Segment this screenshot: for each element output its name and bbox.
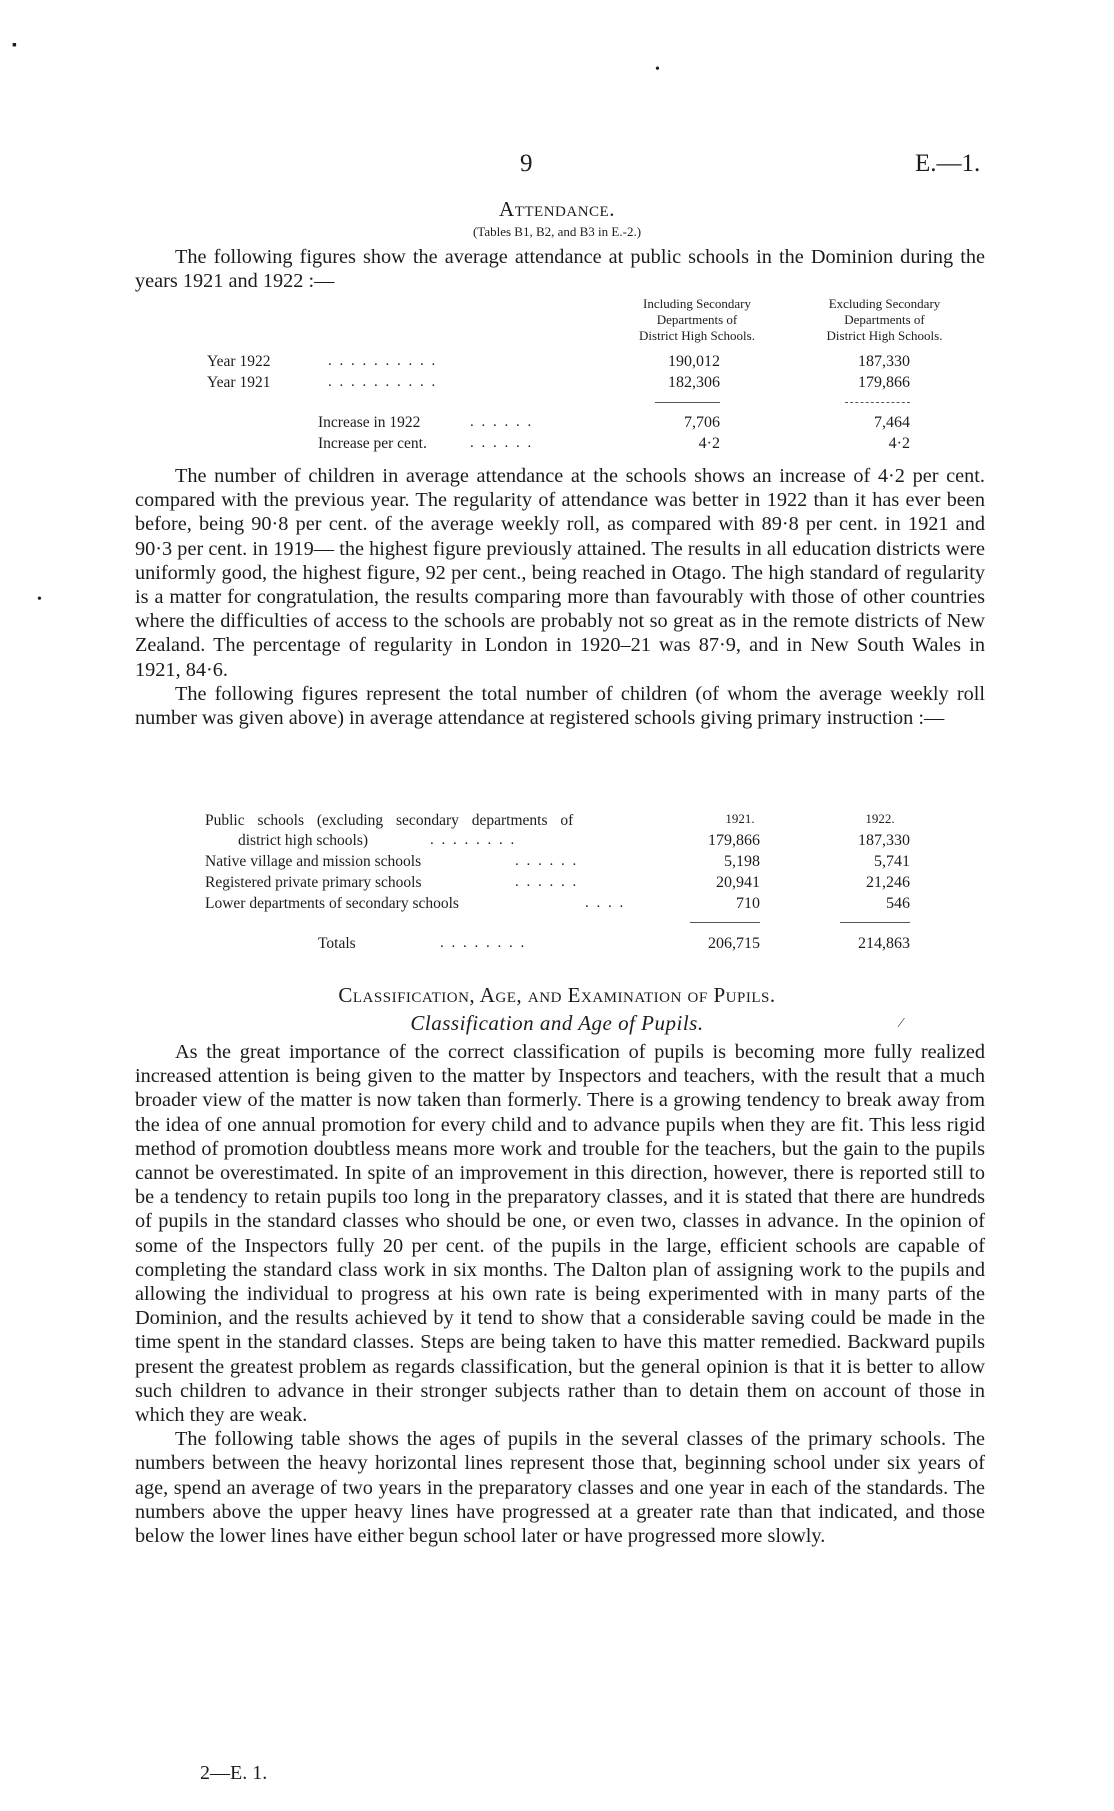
table2-row-value2: 546 <box>886 895 910 912</box>
signature-mark: 2—E. 1. <box>200 1762 268 1784</box>
scan-speck: • <box>37 592 42 607</box>
table2-row-value1: 5,198 <box>724 853 760 870</box>
table2-row-value2: 5,741 <box>874 853 910 870</box>
table1-row-value2: 187,330 <box>858 353 910 370</box>
table2-row-value2: 21,246 <box>866 874 910 891</box>
table1-col2-header: Excluding Secondary Departments of District High Schools. <box>826 296 943 343</box>
table1-increase-value2: 4·2 <box>888 435 910 452</box>
table2-total-1922: 214,863 <box>858 935 910 952</box>
table1-increase-dots: . . . . . . <box>470 435 534 451</box>
table2-sum-rule <box>690 922 760 923</box>
table2-row-value2: 187,330 <box>858 832 910 849</box>
table2-col2-header: 1922. <box>865 811 895 826</box>
pencil-tick-mark: ⁄ <box>900 1016 903 1031</box>
table2-totals-dots: . . . . . . . . <box>440 935 527 951</box>
table2-row-dots: . . . . . . <box>515 853 579 869</box>
table1-row-value2: 179,866 <box>858 374 910 391</box>
attendance-paragraph-2: The following figures represent the total number of children (of whom the average weekly roll number was given above) in average attendance at registered schools giving primary instruction :— <box>135 682 985 730</box>
table1-col1-header: Including Secondary Departments of District High Schools. <box>639 296 755 343</box>
tables-reference: (Tables B1, B2, and B3 in E.-2.) <box>472 224 642 239</box>
table1-row-dots: . . . . . . . . . . <box>328 353 438 369</box>
subsection-title-classification-age: Classification and Age of Pupils. <box>410 1011 704 1035</box>
attendance-paragraph-1: The number of children in average attendance at the schools shows an increase of 4·2 per cent. compared with the previous year. The regularity of attendance was better in 1922 than it has ever been before, being 90·8 per cent. of the average weekly roll, as compared with 89·8 per cent. in 1921 and 90·3 per cent. in 1919— the highest figure previously attained. The results in all education districts were uniformly good, the highest figure, 92 per cent., being reached in Otago. The high standard of regularity is a matter for congratulation, the results comparing more than favourably with those of other countries where the difficulties of access to the schools are probably not so great as in the remote districts of New Zealand. The percentage of regularity in London in 1920–21 was 87·9, and in New South Wales in 1921, 84·6. <box>135 465 985 681</box>
section-title-attendance: Attendance. <box>499 197 615 221</box>
table1-sum-rule <box>845 402 910 403</box>
document-reference: E.—1. <box>915 150 981 177</box>
table1-row-label: Year 1922 <box>207 353 271 370</box>
table1-sum-rule <box>655 402 720 403</box>
intro-paragraph: The following figures show the average attendance at public schools in the Dominion during the years 1921 and 1922 :— <box>135 246 985 293</box>
table2-row-dots: . . . . <box>585 895 626 911</box>
classification-paragraph-2: The following table shows the ages of pupils in the several classes of the primary schools. The numbers between the heavy horizontal lines represent those that, beginning school under six years of age, spend an average of two years in the preparatory classes and one year in each of the standards. The numbers above the upper heavy lines have progressed at a greater rate than that indicated, and those below the lower lines have either begun school later or have progressed more slowly. <box>135 1428 985 1548</box>
table1-row-dots: . . . . . . . . . . <box>328 374 438 390</box>
attendance-intro <box>135 245 985 293</box>
table2-row-label: Public schools (excluding secondary departments of <box>205 812 574 829</box>
section-title-classification: Classification, Age, and Examination of Pupils. <box>338 983 776 1007</box>
table1-increase-value2: 7,464 <box>874 414 910 431</box>
classification-paragraph-1: As the great importance of the correct classification of pupils is becoming more fully realized increased attention is being given to the matter by Inspectors and teachers, with the result that a much broader view of the matter is now taken than formerly. There is a growing tendency to break away from the idea of one annual promotion for every child and to advance pupils when they are fit. This less rigid method of promotion doubtless means more work and trouble for the teachers, but the gain to the pupils cannot be overestimated. In spite of an improvement in this direction, however, there is reported still to be a tendency to retain pupils too long in the preparatory classes, and it is stated that there are hundreds of pupils in the standard classes who should be one, or even two, classes in advance. In the opinion of some of the Inspectors fully 20 per cent. of the pupils in the large, efficient schools are capable of completing the standard class work in six months. The Dalton plan of assigning work to the pupils and allowing the individual to progress at his own rate is being experimented with in many parts of the Dominion, and the results achieved by it tend to show that a considerable saving could be made in the time spent in the standard classes. Steps are being taken to have this matter remedied. Backward pupils present the greatest problem as regards classification, but the general opinion is that it is better to allow such children to advance in their stronger subjects rather than to detain them on account of those in which they are weak. <box>135 1041 985 1427</box>
scan-speck: • <box>655 62 660 77</box>
table1-increase-value1: 7,706 <box>684 414 720 431</box>
table2-row-label: Native village and mission schools <box>205 853 422 870</box>
table2-total-1921: 206,715 <box>708 935 760 952</box>
table2-row-label: district high schools) <box>238 832 369 849</box>
table2-row-value1: 179,866 <box>708 832 760 849</box>
table2-sum-rule <box>840 922 910 923</box>
table2-row-label: Lower departments of secondary schools <box>205 895 459 912</box>
table1-increase-label: Increase in 1922 <box>318 414 421 431</box>
table1-row-label: Year 1921 <box>207 374 271 391</box>
table2-totals-label: Totals <box>318 935 356 952</box>
table2-row-value1: 20,941 <box>716 874 760 891</box>
table1-increase-dots: . . . . . . <box>470 414 534 430</box>
table1-row-value1: 182,306 <box>668 374 720 391</box>
page-number: 9 <box>520 150 533 177</box>
table1-increase-value1: 4·2 <box>698 435 720 452</box>
table2-row-value1: 710 <box>736 895 760 912</box>
attendance-body <box>135 464 985 730</box>
table1-row-value1: 190,012 <box>668 353 720 370</box>
table2-row-dots: . . . . . . <box>515 874 579 890</box>
table2-row-dots: . . . . . . . . <box>430 832 517 848</box>
classification-body <box>135 1040 985 1548</box>
table2-col1-header: 1921. <box>725 811 755 826</box>
table2-row-label: Registered private primary schools <box>205 874 422 891</box>
scan-speck: ▪ <box>12 38 17 53</box>
table1-increase-label: Increase per cent. <box>318 435 427 452</box>
